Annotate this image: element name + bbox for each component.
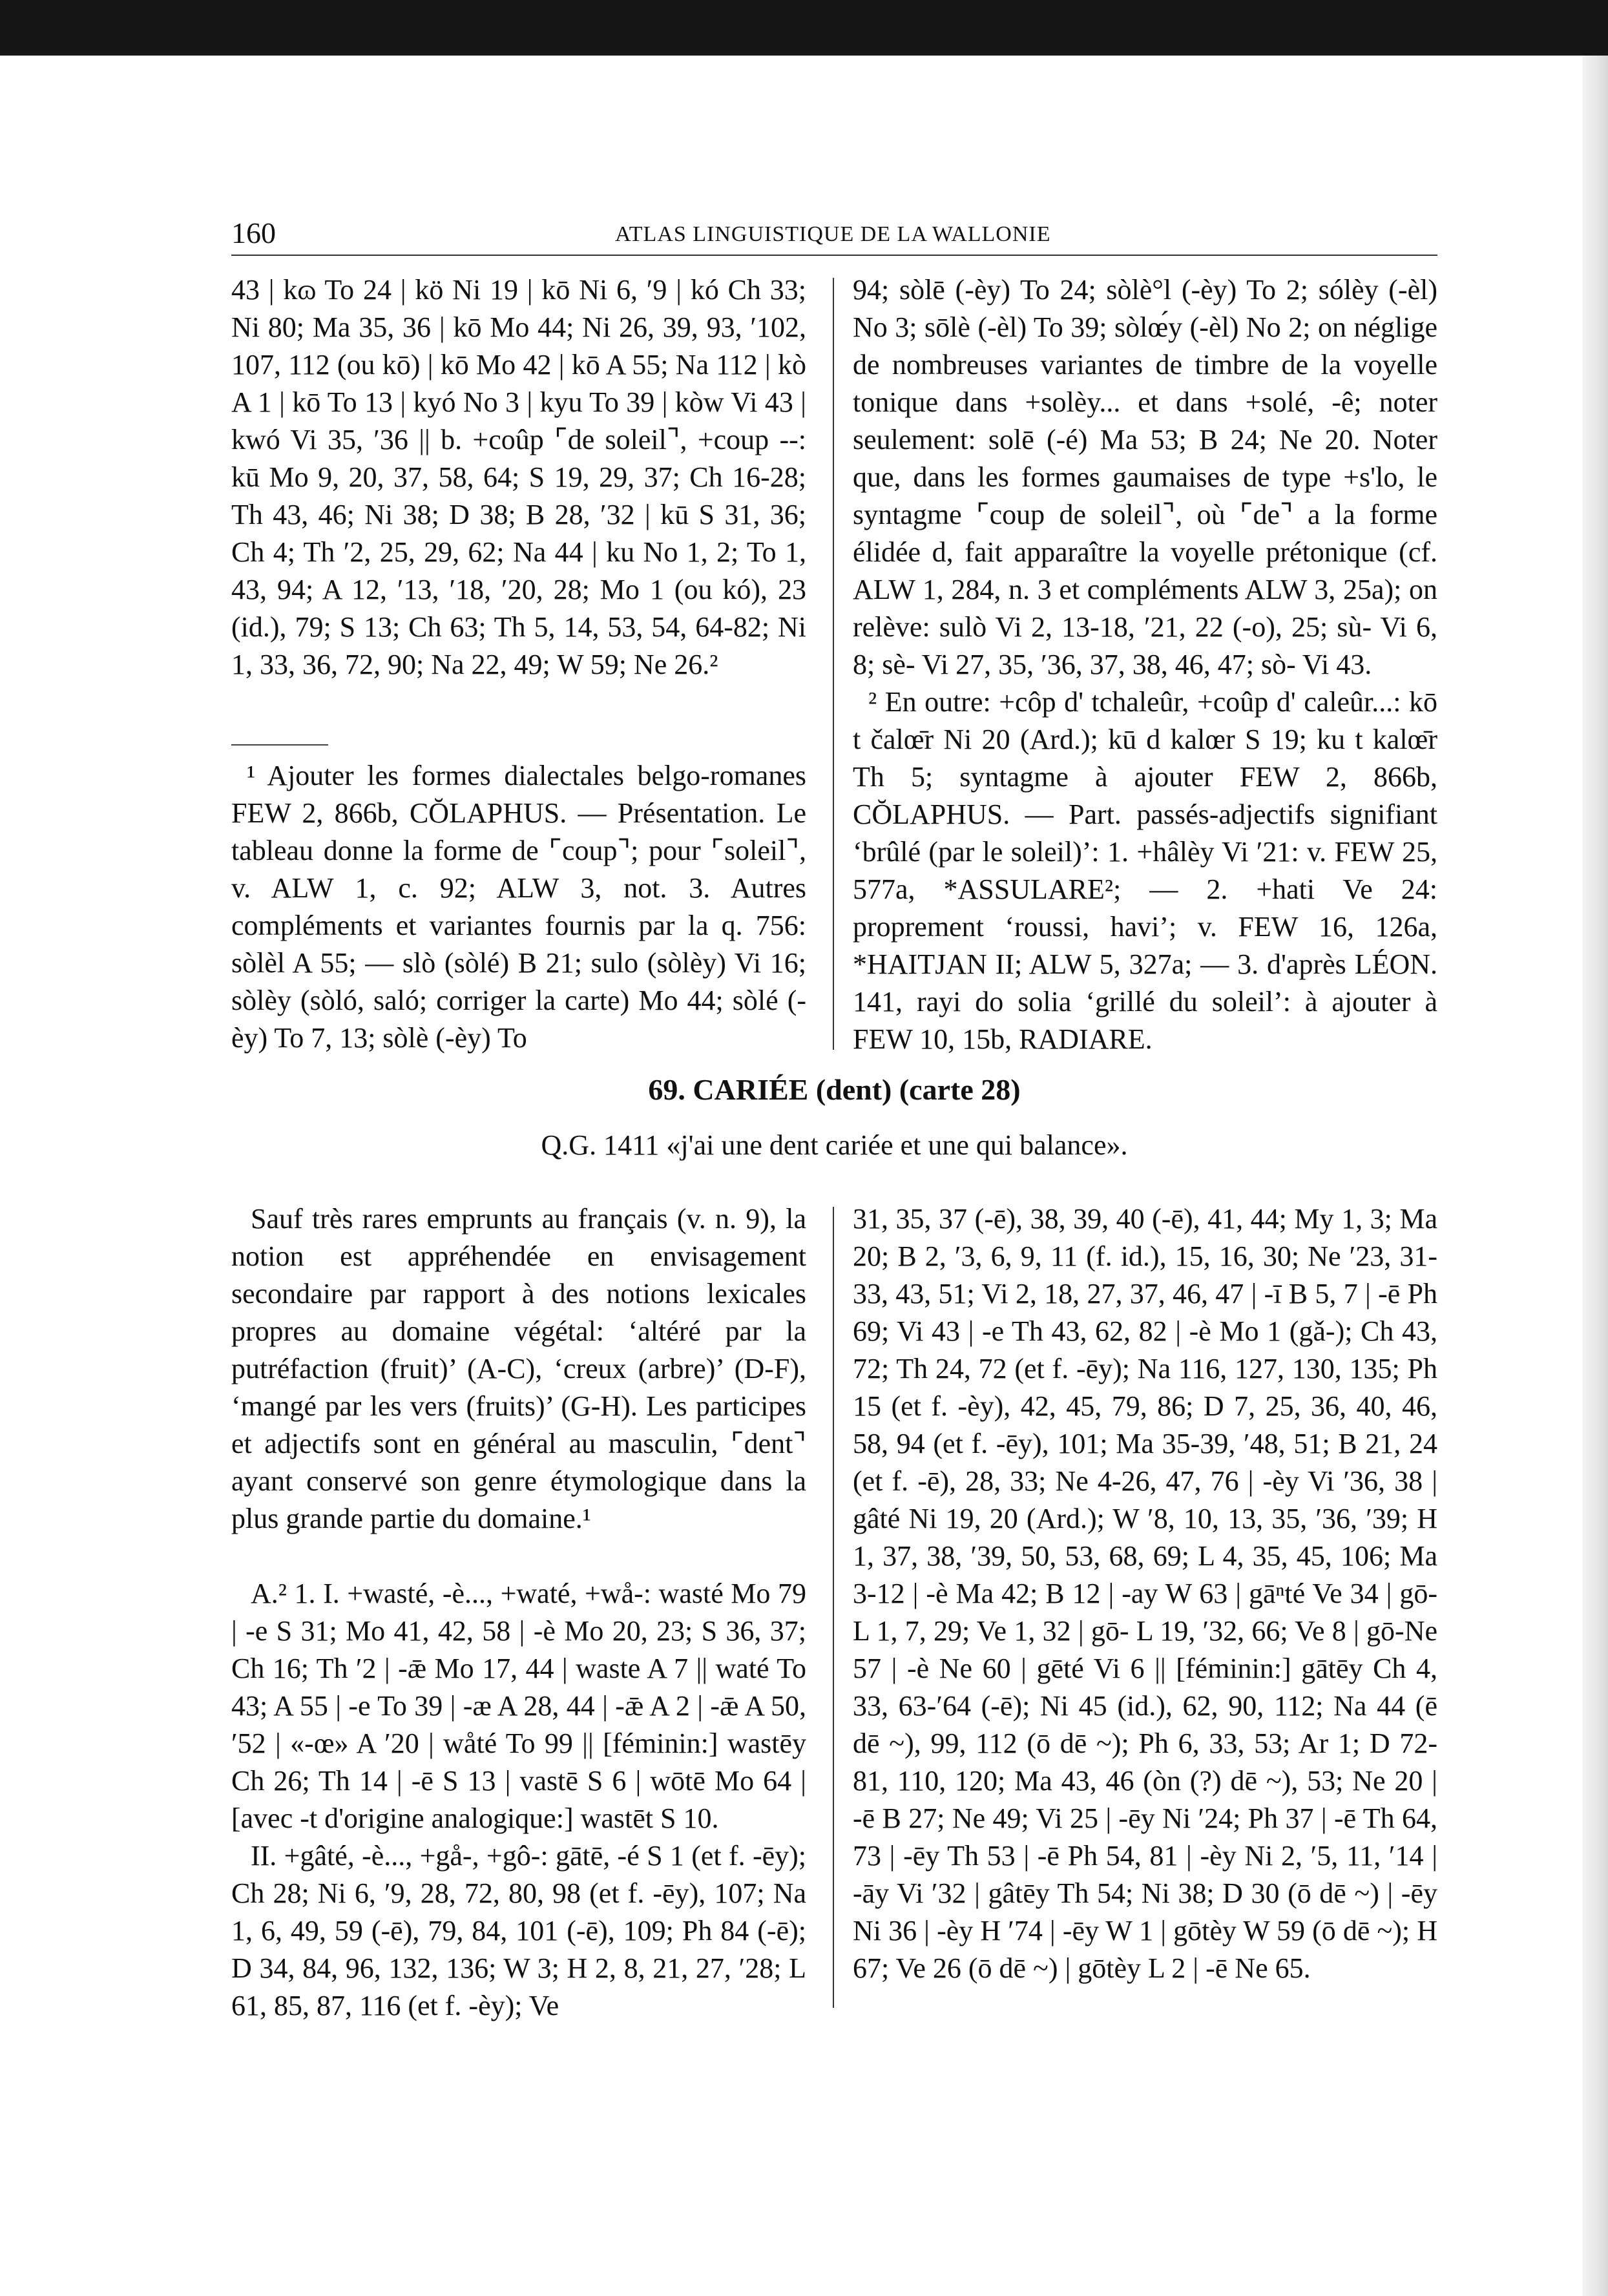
section-title: 69. CARIÉE (dent) (carte 28) (648, 1073, 1021, 1106)
page-header (231, 216, 1437, 256)
section-a-ii-continuation: 31, 35, 37 (-ē), 38, 39, 40 (-ē), 41, 44; My 1, 3; Ma 20; B 2, ′3, 6, 9, 11 (f. id.), 15, 16, 30; Ne ′23, 31-33, 43, 51; Vi 2, 18, 27, 37, 46, 47 | -ī B 5, 7 | -ē Ph 69; Vi 43 | -e Th 43, 62, 82 | -è Mo 1 (gǎ-); Ch 43, 72; Th 24, 72 (et f. -ēy); Na 116, 127, 130, 135; Ph 15 (et f. -èy), 42, 45, 79, 86; D 7, 25, 36, 40, 46, 58, 94 (et f. -ēy), 101; Ma 35-39, ′48, 51; B 21, 24 (et f. -ē), 28, 33; Ne 4-26, 47, 76 | -èy Vi ′36, 38 | gâté Ni 19, 20 (Ard.); W ′8, 10, 13, 35, ′36, ′39; H 1, 37, 38, ′39, 50, 53, 68, 69; L 4, 35, 45, 106; Ma 3-12 | -è Ma 42; B 12 | -ay W 63 | gāⁿté Ve 34 | gō- L 1, 7, 29; Ve 1, 32 | gō- L 19, ′32, 66; Ve 8 | gō-Ne 57 | -è Ne 60 | gēté Vi 6 || [féminin:] gātēy Ch 4, 33, 63-′64 (-ē); Ni 45 (id.), 62, 90, 112; Na 44 (ē dē ~), 99, 112 (ō dē ~); Ph 6, 33, 53; Ar 1; D 72-81, 110, 120; Ma 43, 46 (òn (?) dē ~), 53; Ne 20 | -ē B 27; Ne 49; Vi 25 | -ēy Ni ′24; Ph 37 | -ē Th 64, 73 | -ēy Th 53 | -ē Ph 54, 81 | -èy Ni 2, ′5, 11, ′14 | -āy Vi ′32 | gâtēy Th 54; Ni 38; D 30 (ō dē ~) | -ēy Ni 36 | -èy H ′74 | -ēy W 1 | gōtèy W 59 (ō dē ~); H 67; Ve 26 (ō dē ~) | gōtèy L 2 | -ē Ne 65. (853, 1203, 1437, 1984)
survey-question: Q.G. 1411 «j'ai une dent cariée et une qui balance». (541, 1129, 1128, 1161)
footnote-1-continuation: 94; sòlē (-èy) To 24; sòlè°l (-èy) To 2; sólèy (-èl) No 3; sōlè (-èl) To 39; sòlœ́y (-èl) No 2; on néglige de nombreuses variantes de timbre de la voyelle tonique dans +solèy... et dans +solé, -ê; noter seulement: solē (-é) Ma 53; B 24; Ne 20. Noter que, dans les formes gaumaises de type +s'lo, le syntagme ⌜coup de soleil⌝, où ⌜de⌝ a la forme élidée d, fait apparaître la voyelle prétonique (cf. ALW 1, 284, n. 3 et compléments ALW 3, 25a); on relève: sulò Vi 2, 13-18, ′21, 22 (-o), 25; sù- Vi 6, 8; sè- Vi 27, 35, ′36, 37, 38, 46, 47; sò- Vi 43. (853, 274, 1437, 680)
running-title: ATLAS LINGUISTIQUE DE LA WALLONIE (615, 222, 1051, 246)
footnote-1: ¹ Ajouter les formes dialectales belgo-romanes FEW 2, 866b, CŎLAPHUS. — Présentation. Le tableau donne la forme de ⌜coup⌝; pour ⌜soleil⌝, v. ALW 1, c. 92; ALW 3, not. 3. Autres compléments et variantes fournis par la q. 756: sòlèl A 55; — slò (sòlé) B 21; sulo (sòlèy) Vi 16; sòlèy (sòló, saló; corriger la carte) Mo 44; sòlé (-èy) To 7, 13; sòlè (-èy) To (231, 760, 806, 1054)
section-a-paragraph: A.² 1. I. +wasté, -è..., +waté, +wå-: wasté Mo 79 | -e S 31; Mo 41, 42, 58 | -è Mo 20, 23; S 36, 37; Ch 16; Th ′2 | -ǣ Mo 17, 44 | waste A 7 || waté To 43; A 55 | -e To 39 | -æ A 28, 44 | -ǣ A 2 | -ǣ A 50, ′52 | «-œ» A ′20 | wåté To 99 || [féminin:] wastēy Ch 26; Th 14 | -ē S 13 | vastē S 6 | wōtē Mo 64 | [avec -t d'origine analogique:] wastēt S 10. (231, 1578, 806, 1834)
footnote-block (231, 757, 806, 1057)
top-right-column (853, 271, 1437, 1058)
intro-paragraph: Sauf très rares emprunts au français (v. n. 9), la notion est appréhendée en envisagement secondaire par rapport à des notions lexicales propres au domaine végétal: ‘altéré par la putréfaction (fruit)’ (A-C), ‘creux (arbre)’ (D-F), ‘mangé par les vers (fruits)’ (G-H). Les participes et adjectifs sont en général au masculin, ⌜dent⌝ ayant conservé son genre étymologique dans la plus grande partie du domaine.¹ (231, 1203, 806, 1534)
column-divider-top (833, 278, 834, 1050)
entry-continuation: 43 | kɷ To 24 | kö Ni 19 | kō Ni 6, ′9 | kó Ch 33; Ni 80; Ma 35, 36 | kō Mo 44; Ni 26, 39, 93, ′102, 107, 112 (ou kō) | kō Mo 42 | kō A 55; Na 112 | kò A 1 | kō To 13 | kyó No 3 | kyu To 39 | kòw Vi 43 | kwó Vi 35, ′36 || b. +coûp ⌜de soleil⌝, +coup --: kū Mo 9, 20, 37, 58, 64; S 19, 29, 37; Ch 16-28; Th 43, 46; Ni 38; D 38; B 28, ′32 | kū S 31, 36; Ch 4; Th ′2, 25, 29, 62; Na 44 | ku No 1, 2; To 1, 43, 94; A 12, ′13, ′18, ′20, 28; Mo 1 (ou kó), 23 (id.), 79; S 13; Ch 63; Th 5, 14, 53, 54, 64-82; Ni 1, 33, 36, 72, 90; Na 22, 49; W 59; Ne 26.² (231, 274, 806, 680)
page-number: 160 (231, 216, 276, 249)
bottom-right-column (853, 1200, 1437, 1987)
bottom-left-column (231, 1200, 806, 2025)
footnote-2: ² En outre: +côp d' tchaleûr, +coûp d' caleûr...: kō t čalœ̄r Ni 20 (Ard.); kū d kalœr S 19; ku t kalœ̄r Th 5; syntagme à ajouter FEW 2, 866b, CŎLAPHUS. — Part. passés-adjectifs signifiant ‘brûlé (par le soleil)’: 1. +hâlèy Vi ′21: v. FEW 25, 577a, *ASSULARE²; — 2. +hati Ve 24: proprement ‘roussi, havi’; v. FEW 16, 126a, *HAITJAN II; ALW 5, 327a; — 3. d'après LÉON. 141, rayi do solia ‘grillé du soleil’: à ajouter à FEW 10, 15b, RADIARE. (853, 686, 1437, 1055)
footnote-rule (231, 744, 328, 746)
column-divider-bottom (833, 1207, 834, 2008)
top-left-column (231, 271, 806, 684)
section-a-ii-paragraph: II. +gâté, -è..., +gå-, +gô-: gātē, -é S 1 (et f. -ēy); Ch 28; Ni 6, ′9, 28, 72, 80, 98 (et f. -ēy), 107; Na 1, 6, 49, 59 (-ē), 79, 84, 101 (-ē), 109; Ph 84 (-ē); D 34, 84, 96, 132, 136; W 3; H 2, 8, 21, 27, ′28; L 61, 85, 87, 116 (et f. -èy); Ve (231, 1840, 806, 2021)
